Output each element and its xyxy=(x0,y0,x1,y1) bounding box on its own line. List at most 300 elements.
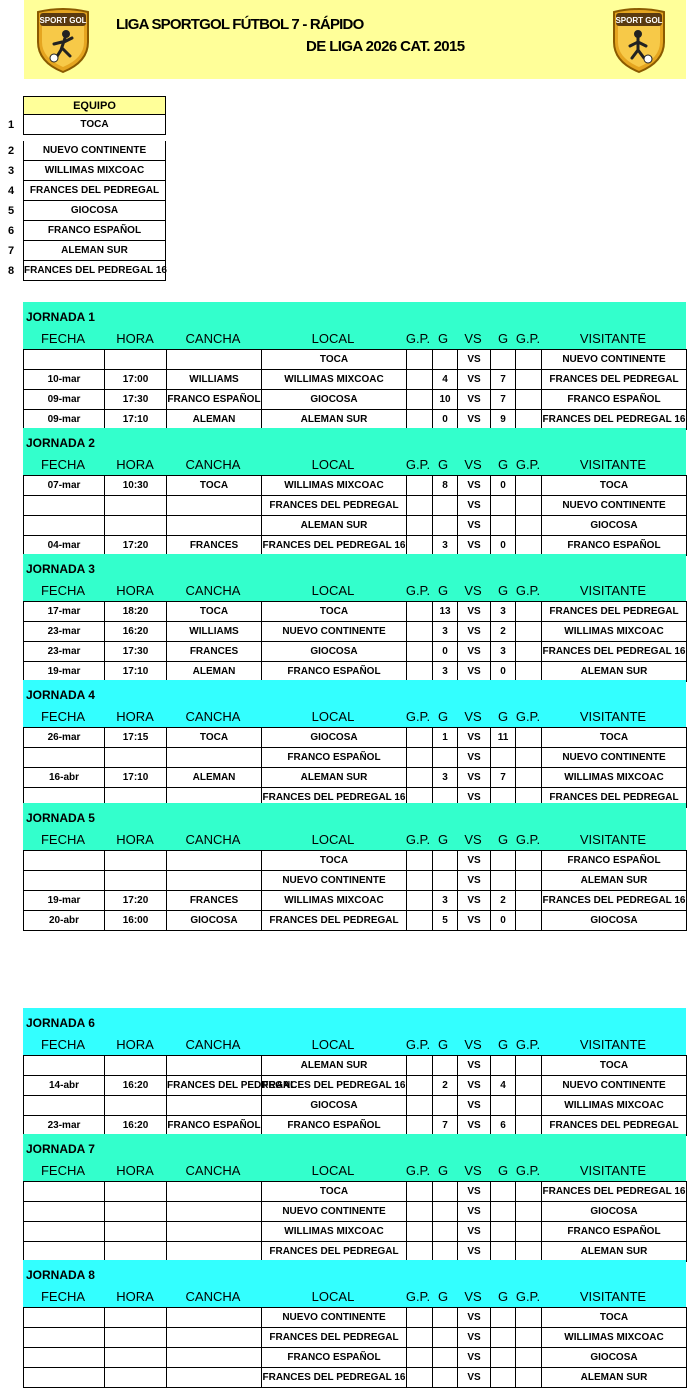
column-header-local: LOCAL xyxy=(311,832,355,847)
game-row xyxy=(24,1182,687,1202)
cell-fecha xyxy=(24,748,105,768)
team-number: 4 xyxy=(8,185,15,197)
cell-hora xyxy=(105,748,167,768)
cell-g1: 3 xyxy=(433,536,458,556)
cell-gp1 xyxy=(407,1096,433,1116)
cell-cancha: TOCA xyxy=(167,476,262,496)
column-header-fecha: FECHA xyxy=(40,331,86,346)
cell-vs: VS xyxy=(458,350,491,370)
cell-hora: 17:30 xyxy=(105,642,167,662)
game-row xyxy=(24,1222,687,1242)
cell-vs: VS xyxy=(458,642,491,662)
column-header-visitante: VISITANTE xyxy=(579,709,647,724)
cell-local: WILLIMAS MIXCOAC xyxy=(262,891,407,911)
cell-g2 xyxy=(491,1242,516,1262)
cell-g1 xyxy=(433,851,458,871)
cell-fecha: 17-mar xyxy=(24,602,105,622)
cell-gp2 xyxy=(516,871,542,891)
cell-g2: 4 xyxy=(491,1076,516,1096)
games-table xyxy=(23,349,687,430)
games-table xyxy=(23,850,687,931)
column-header-g1: G xyxy=(437,709,449,724)
column-header-gp1: G.P. xyxy=(405,457,431,472)
column-header-vs: VS xyxy=(464,583,482,598)
cell-gp2 xyxy=(516,642,542,662)
column-header-vs: VS xyxy=(464,709,482,724)
cell-gp1 xyxy=(407,871,433,891)
cell-g1: 2 xyxy=(433,1076,458,1096)
cell-cancha xyxy=(167,851,262,871)
column-header-fecha: FECHA xyxy=(40,832,86,847)
cell-visitante: FRANCES DEL PEDREGAL xyxy=(542,788,687,808)
cell-vs: VS xyxy=(458,748,491,768)
cell-cancha xyxy=(167,1202,262,1222)
cell-gp2 xyxy=(516,1096,542,1116)
cell-visitante: ALEMAN SUR xyxy=(542,1368,687,1388)
cell-local: TOCA xyxy=(262,1182,407,1202)
cell-hora: 17:30 xyxy=(105,390,167,410)
cell-gp1 xyxy=(407,622,433,642)
jornada-header xyxy=(23,554,686,601)
cell-g1: 8 xyxy=(433,476,458,496)
cell-vs: VS xyxy=(458,871,491,891)
cell-g1: 4 xyxy=(433,370,458,390)
cell-g1 xyxy=(433,1182,458,1202)
cell-vs: VS xyxy=(458,1222,491,1242)
cell-local: TOCA xyxy=(262,851,407,871)
cell-hora xyxy=(105,1242,167,1262)
cell-visitante: WILLIMAS MIXCOAC xyxy=(542,1328,687,1348)
cell-g1 xyxy=(433,350,458,370)
column-header-g2: G xyxy=(497,583,509,598)
cell-gp1 xyxy=(407,642,433,662)
cell-g2: 11 xyxy=(491,728,516,748)
cell-visitante: TOCA xyxy=(542,1308,687,1328)
cell-visitante: NUEVO CONTINENTE xyxy=(542,496,687,516)
cell-local: FRANCES DEL PEDREGAL 16 xyxy=(262,788,407,808)
cell-gp1 xyxy=(407,390,433,410)
jornada-title: JORNADA 2 xyxy=(26,436,95,450)
game-row xyxy=(24,516,687,536)
cell-hora xyxy=(105,1308,167,1328)
cell-vs: VS xyxy=(458,1328,491,1348)
cell-gp2 xyxy=(516,536,542,556)
cell-hora xyxy=(105,1348,167,1368)
column-header-visitante: VISITANTE xyxy=(579,457,647,472)
cell-local: FRANCES DEL PEDREGAL xyxy=(262,911,407,931)
column-header-cancha: CANCHA xyxy=(185,1289,241,1304)
team-name: ALEMAN SUR xyxy=(23,241,166,261)
teams-header: EQUIPO xyxy=(23,96,166,115)
column-header-cancha: CANCHA xyxy=(185,331,241,346)
cell-fecha xyxy=(24,1328,105,1348)
cell-gp2 xyxy=(516,768,542,788)
cell-gp1 xyxy=(407,851,433,871)
column-header-hora: HORA xyxy=(116,331,154,346)
cell-visitante: GIOCOSA xyxy=(542,1348,687,1368)
cell-visitante: FRANCO ESPAÑOL xyxy=(542,536,687,556)
cell-gp1 xyxy=(407,1222,433,1242)
cell-local: WILLIMAS MIXCOAC xyxy=(262,1222,407,1242)
column-header-gp1: G.P. xyxy=(405,832,431,847)
team-row xyxy=(0,241,168,261)
cell-hora: 16:20 xyxy=(105,1116,167,1136)
cell-g2 xyxy=(491,1056,516,1076)
cell-vs: VS xyxy=(458,1202,491,1222)
cell-g2: 6 xyxy=(491,1116,516,1136)
cell-hora xyxy=(105,1182,167,1202)
column-header-vs: VS xyxy=(464,1289,482,1304)
cell-fecha: 23-mar xyxy=(24,1116,105,1136)
cell-gp2 xyxy=(516,516,542,536)
column-header-local: LOCAL xyxy=(311,1037,355,1052)
cell-fecha xyxy=(24,851,105,871)
cell-g2 xyxy=(491,1368,516,1388)
cell-local: ALEMAN SUR xyxy=(262,1056,407,1076)
cell-local: FRANCES DEL PEDREGAL xyxy=(262,496,407,516)
cell-visitante: FRANCO ESPAÑOL xyxy=(542,390,687,410)
cell-vs: VS xyxy=(458,476,491,496)
cell-gp2 xyxy=(516,1242,542,1262)
games-table xyxy=(23,727,687,808)
column-header-gp1: G.P. xyxy=(405,1289,431,1304)
cell-g1: 3 xyxy=(433,891,458,911)
cell-visitante: TOCA xyxy=(542,728,687,748)
cell-gp1 xyxy=(407,476,433,496)
cell-gp1 xyxy=(407,536,433,556)
cell-visitante: FRANCES DEL PEDREGAL 16 xyxy=(542,891,687,911)
cell-visitante: ALEMAN SUR xyxy=(542,871,687,891)
column-header-g2: G xyxy=(497,1163,509,1178)
column-header-g1: G xyxy=(437,457,449,472)
cell-gp2 xyxy=(516,1202,542,1222)
cell-fecha xyxy=(24,1348,105,1368)
game-row xyxy=(24,622,687,642)
cell-cancha: FRANCES xyxy=(167,891,262,911)
cell-hora: 17:10 xyxy=(105,662,167,682)
title-line-1: LIGA SPORTGOL FÚTBOL 7 - RÁPIDO xyxy=(116,16,364,33)
team-name: FRANCO ESPAÑOL xyxy=(23,221,166,241)
cell-g1 xyxy=(433,1096,458,1116)
cell-gp2 xyxy=(516,476,542,496)
cell-g2 xyxy=(491,748,516,768)
column-header-visitante: VISITANTE xyxy=(579,1037,647,1052)
cell-cancha: TOCA xyxy=(167,728,262,748)
cell-local: ALEMAN SUR xyxy=(262,410,407,430)
cell-gp2 xyxy=(516,1076,542,1096)
team-number: 2 xyxy=(8,145,15,157)
cell-g2: 7 xyxy=(491,768,516,788)
cell-g1: 10 xyxy=(433,390,458,410)
cell-g2 xyxy=(491,1202,516,1222)
cell-cancha xyxy=(167,1308,262,1328)
column-header-vs: VS xyxy=(464,832,482,847)
cell-g2 xyxy=(491,496,516,516)
cell-g2: 0 xyxy=(491,476,516,496)
column-header-gp2: G.P. xyxy=(515,832,541,847)
cell-gp1 xyxy=(407,516,433,536)
cell-visitante: TOCA xyxy=(542,1056,687,1076)
title-line-2: DE LIGA 2026 CAT. 2015 xyxy=(306,38,465,55)
cell-g2: 3 xyxy=(491,602,516,622)
cell-g2 xyxy=(491,1348,516,1368)
header-banner xyxy=(24,0,686,79)
game-row xyxy=(24,1202,687,1222)
team-number: 7 xyxy=(8,245,15,257)
cell-g2 xyxy=(491,871,516,891)
cell-local: NUEVO CONTINENTE xyxy=(262,1202,407,1222)
cell-g2: 0 xyxy=(491,662,516,682)
cell-visitante: WILLIMAS MIXCOAC xyxy=(542,1096,687,1116)
team-row xyxy=(0,141,168,161)
column-header-gp2: G.P. xyxy=(515,1289,541,1304)
column-header-hora: HORA xyxy=(116,1037,154,1052)
game-row xyxy=(24,1308,687,1328)
cell-cancha xyxy=(167,1096,262,1116)
cell-hora: 17:10 xyxy=(105,768,167,788)
cell-gp1 xyxy=(407,1056,433,1076)
cell-gp1 xyxy=(407,350,433,370)
cell-local: GIOCOSA xyxy=(262,390,407,410)
cell-visitante: FRANCO ESPAÑOL xyxy=(542,851,687,871)
sportgol-logo-left xyxy=(32,4,94,74)
game-row xyxy=(24,536,687,556)
cell-fecha xyxy=(24,1308,105,1328)
cell-gp2 xyxy=(516,390,542,410)
cell-g2 xyxy=(491,1096,516,1116)
team-number: 1 xyxy=(8,119,15,131)
cell-g1: 7 xyxy=(433,1116,458,1136)
jornada-header xyxy=(23,1134,686,1181)
team-number: 3 xyxy=(8,165,15,177)
jornada-header xyxy=(23,428,686,475)
cell-g1 xyxy=(433,748,458,768)
cell-g1 xyxy=(433,516,458,536)
cell-vs: VS xyxy=(458,1348,491,1368)
column-header-vs: VS xyxy=(464,331,482,346)
cell-gp1 xyxy=(407,1308,433,1328)
column-header-hora: HORA xyxy=(116,1289,154,1304)
team-row xyxy=(0,181,168,201)
cell-hora xyxy=(105,1222,167,1242)
cell-gp1 xyxy=(407,662,433,682)
cell-cancha: ALEMAN xyxy=(167,768,262,788)
cell-gp1 xyxy=(407,768,433,788)
jornada-title: JORNADA 3 xyxy=(26,562,95,576)
cell-g1: 3 xyxy=(433,768,458,788)
column-header-fecha: FECHA xyxy=(40,583,86,598)
cell-cancha: FRANCES xyxy=(167,536,262,556)
cell-cancha xyxy=(167,1348,262,1368)
game-row xyxy=(24,1116,687,1136)
column-header-local: LOCAL xyxy=(311,1289,355,1304)
cell-hora xyxy=(105,1328,167,1348)
cell-fecha: 14-abr xyxy=(24,1076,105,1096)
cell-vs: VS xyxy=(458,622,491,642)
jornada-header xyxy=(23,1008,686,1055)
team-row xyxy=(0,161,168,181)
column-header-gp2: G.P. xyxy=(515,1037,541,1052)
cell-gp1 xyxy=(407,1182,433,1202)
cell-g2 xyxy=(491,516,516,536)
cell-local: NUEVO CONTINENTE xyxy=(262,622,407,642)
column-header-fecha: FECHA xyxy=(40,457,86,472)
cell-cancha: FRANCO ESPAÑOL xyxy=(167,1116,262,1136)
cell-local: ALEMAN SUR xyxy=(262,768,407,788)
cell-visitante: FRANCES DEL PEDREGAL 16 xyxy=(542,1182,687,1202)
cell-cancha xyxy=(167,871,262,891)
cell-gp1 xyxy=(407,602,433,622)
column-header-local: LOCAL xyxy=(311,457,355,472)
column-header-cancha: CANCHA xyxy=(185,1037,241,1052)
game-row xyxy=(24,1056,687,1076)
cell-gp2 xyxy=(516,496,542,516)
column-header-g1: G xyxy=(437,583,449,598)
cell-local: TOCA xyxy=(262,602,407,622)
cell-local: GIOCOSA xyxy=(262,642,407,662)
cell-visitante: NUEVO CONTINENTE xyxy=(542,350,687,370)
column-header-vs: VS xyxy=(464,1037,482,1052)
team-name: FRANCES DEL PEDREGAL 16 xyxy=(23,261,166,281)
cell-cancha xyxy=(167,1242,262,1262)
cell-g1 xyxy=(433,1308,458,1328)
cell-gp2 xyxy=(516,1116,542,1136)
cell-visitante: GIOCOSA xyxy=(542,911,687,931)
game-row xyxy=(24,1348,687,1368)
cell-gp2 xyxy=(516,602,542,622)
jornada-header xyxy=(23,302,686,349)
cell-visitante: FRANCES DEL PEDREGAL 16 xyxy=(542,410,687,430)
jornada-header xyxy=(23,680,686,727)
cell-hora: 17:00 xyxy=(105,370,167,390)
cell-gp1 xyxy=(407,1242,433,1262)
cell-fecha xyxy=(24,1222,105,1242)
cell-cancha: WILLIAMS xyxy=(167,370,262,390)
games-table xyxy=(23,1181,687,1262)
column-header-g1: G xyxy=(437,1163,449,1178)
cell-fecha xyxy=(24,1056,105,1076)
cell-gp1 xyxy=(407,1348,433,1368)
cell-local: FRANCES DEL PEDREGAL xyxy=(262,1328,407,1348)
cell-cancha xyxy=(167,748,262,768)
cell-fecha xyxy=(24,1242,105,1262)
cell-local: TOCA xyxy=(262,350,407,370)
column-header-local: LOCAL xyxy=(311,1163,355,1178)
cell-g2 xyxy=(491,1328,516,1348)
jornada-title: JORNADA 1 xyxy=(26,310,95,324)
game-row xyxy=(24,911,687,931)
game-row xyxy=(24,871,687,891)
game-row xyxy=(24,496,687,516)
cell-visitante: FRANCO ESPAÑOL xyxy=(542,1222,687,1242)
cell-vs: VS xyxy=(458,911,491,931)
cell-gp2 xyxy=(516,891,542,911)
cell-vs: VS xyxy=(458,1308,491,1328)
column-header-gp2: G.P. xyxy=(515,1163,541,1178)
game-row xyxy=(24,476,687,496)
column-header-gp1: G.P. xyxy=(405,1037,431,1052)
cell-visitante: FRANCES DEL PEDREGAL xyxy=(542,370,687,390)
cell-gp2 xyxy=(516,1308,542,1328)
cell-vs: VS xyxy=(458,390,491,410)
cell-vs: VS xyxy=(458,602,491,622)
cell-gp1 xyxy=(407,728,433,748)
game-row xyxy=(24,728,687,748)
cell-fecha: 23-mar xyxy=(24,642,105,662)
games-table xyxy=(23,1055,687,1136)
column-header-visitante: VISITANTE xyxy=(579,1163,647,1178)
cell-cancha xyxy=(167,1368,262,1388)
column-header-gp1: G.P. xyxy=(405,1163,431,1178)
game-row xyxy=(24,1096,687,1116)
column-header-cancha: CANCHA xyxy=(185,583,241,598)
logo-text-right: SPORT GOL xyxy=(615,16,663,25)
cell-gp1 xyxy=(407,1076,433,1096)
games-table xyxy=(23,1307,687,1388)
cell-local: WILLIMAS MIXCOAC xyxy=(262,370,407,390)
cell-cancha: WILLIAMS xyxy=(167,622,262,642)
column-header-g2: G xyxy=(497,1289,509,1304)
column-header-gp1: G.P. xyxy=(405,709,431,724)
column-header-cancha: CANCHA xyxy=(185,457,241,472)
cell-fecha xyxy=(24,1096,105,1116)
cell-vs: VS xyxy=(458,370,491,390)
logo-text-left: SPORT GOL xyxy=(39,16,87,25)
jornada-title: JORNADA 5 xyxy=(26,811,95,825)
game-row xyxy=(24,602,687,622)
cell-local: GIOCOSA xyxy=(262,1096,407,1116)
column-header-fecha: FECHA xyxy=(40,1289,86,1304)
cell-g2: 2 xyxy=(491,622,516,642)
column-header-gp2: G.P. xyxy=(515,331,541,346)
cell-vs: VS xyxy=(458,851,491,871)
cell-g1 xyxy=(433,496,458,516)
cell-g2: 7 xyxy=(491,370,516,390)
cell-g1: 3 xyxy=(433,662,458,682)
cell-g2: 0 xyxy=(491,911,516,931)
cell-fecha: 16-abr xyxy=(24,768,105,788)
cell-hora: 17:20 xyxy=(105,536,167,556)
team-name: GIOCOSA xyxy=(23,201,166,221)
game-row xyxy=(24,1242,687,1262)
cell-cancha xyxy=(167,1222,262,1242)
cell-fecha xyxy=(24,1182,105,1202)
cell-hora xyxy=(105,851,167,871)
cell-fecha xyxy=(24,1368,105,1388)
cell-vs: VS xyxy=(458,516,491,536)
cell-g1 xyxy=(433,1202,458,1222)
jornada-title: JORNADA 7 xyxy=(26,1142,95,1156)
cell-gp1 xyxy=(407,1116,433,1136)
cell-hora xyxy=(105,350,167,370)
column-header-hora: HORA xyxy=(116,1163,154,1178)
cell-fecha: 23-mar xyxy=(24,622,105,642)
cell-gp2 xyxy=(516,370,542,390)
cell-hora xyxy=(105,871,167,891)
cell-gp2 xyxy=(516,1348,542,1368)
cell-fecha: 09-mar xyxy=(24,410,105,430)
cell-cancha: TOCA xyxy=(167,602,262,622)
cell-local: FRANCES DEL PEDREGAL 16 xyxy=(262,1368,407,1388)
cell-vs: VS xyxy=(458,1368,491,1388)
cell-vs: VS xyxy=(458,1242,491,1262)
cell-fecha xyxy=(24,1202,105,1222)
game-row xyxy=(24,1368,687,1388)
cell-hora: 17:15 xyxy=(105,728,167,748)
cell-hora: 16:20 xyxy=(105,1076,167,1096)
cell-g1 xyxy=(433,871,458,891)
cell-g2: 0 xyxy=(491,536,516,556)
